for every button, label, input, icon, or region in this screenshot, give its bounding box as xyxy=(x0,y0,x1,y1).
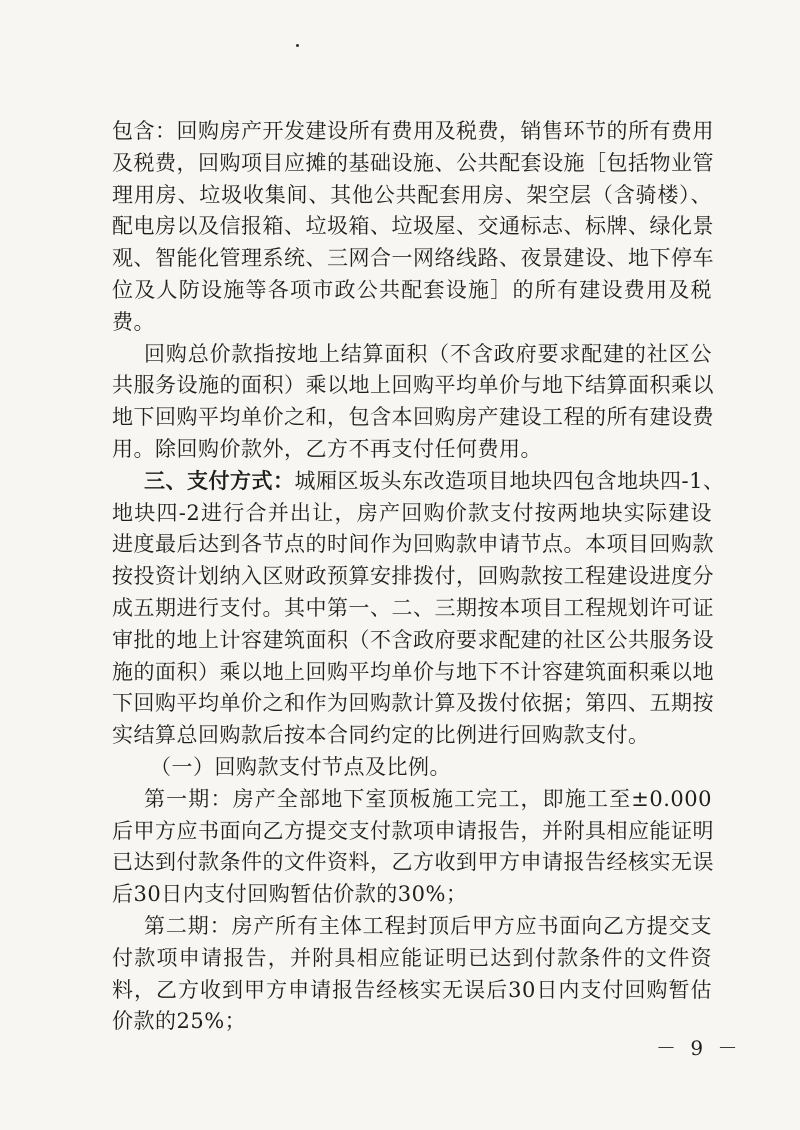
text-line: 地块四-2进行合并出让，房产回购价款支付按两地块实际建设 xyxy=(112,500,712,525)
paragraph-total-price xyxy=(112,339,712,466)
text-line: 观、智能化管理系统、三网合一网络线路、夜景建设、地下停车 xyxy=(112,246,714,271)
paragraph-cost-scope xyxy=(112,116,712,339)
text-line: 理用房、垃圾收集间、其他公共配套用房、架空层（含骑楼）、 xyxy=(112,182,712,207)
text-line: 施的面积）乘以地上回购平均单价与地下不计容建筑面积乘以地 xyxy=(112,659,714,684)
page-number: － 9 － xyxy=(656,1036,742,1060)
text-line: 第二期：房产所有主体工程封顶后甲方应书面向乙方提交支 xyxy=(144,913,712,938)
text-line: 共服务设施的面积）乘以地上回购平均单价与地下结算面积乘以 xyxy=(112,373,714,398)
text-line: 进度最后达到各节点的时间作为回购款申请节点。本项目回购款 xyxy=(112,532,714,557)
text-line: 价款的25%； xyxy=(112,1009,247,1034)
paragraph-subheading xyxy=(112,752,712,784)
text-line: 审批的地上计容建筑面积（不含政府要求配建的社区公共服务设 xyxy=(112,627,714,652)
text-line: 实结算总回购款后按本合同约定的比例进行回购款支付。 xyxy=(112,723,650,748)
paragraph-phase-one xyxy=(112,784,712,911)
text-span: 城厢区坂头东改造项目地块四包含地块四-1、 xyxy=(294,468,725,493)
scan-speck xyxy=(296,44,299,47)
subsection-heading: （一）回购款支付节点及比例。 xyxy=(150,754,451,779)
text-line: 料，乙方收到甲方申请报告经核实无误后30日内支付回购暂估 xyxy=(112,977,712,1002)
text-line: 费。 xyxy=(112,309,155,334)
section-heading: 三、支付方式： xyxy=(144,468,295,493)
document-body xyxy=(112,116,725,1038)
text-line: 付款项申请报告，并附具相应能证明已达到付款条件的文件资 xyxy=(112,945,712,970)
text-line: 已达到付款条件的文件资料，乙方收到甲方申请报告经核实无误 xyxy=(112,850,714,875)
text-line: 下回购平均单价之和作为回购款计算及拨付依据；第四、五期按 xyxy=(112,691,714,716)
text-line: 包含：回购房产开发建设所有费用及税费，销售环节的所有费用 xyxy=(112,119,714,143)
text-line: 回购总价款指按地上结算面积（不含政府要求配建的社区公 xyxy=(144,341,712,366)
text-line: 用。除回购价款外，乙方不再支付任何费用。 xyxy=(112,436,542,461)
text-line: 成五期进行支付。其中第一、二、三期按本项目工程规划许可证 xyxy=(112,595,714,620)
text-line: 后甲方应书面向乙方提交支付款项申请报告，并附具相应能证明 xyxy=(112,818,714,843)
text-line: 第一期：房产全部地下室顶板施工完工，即施工至±0.000 xyxy=(144,786,712,811)
text-line xyxy=(112,466,725,498)
text-line: 及税费，回购项目应摊的基础设施、公共配套设施［包括物业管 xyxy=(112,150,714,175)
paragraph-phase-two xyxy=(112,911,712,1038)
paragraph-payment-method xyxy=(112,466,725,752)
text-line: 位及人防设施等各项市政公共配套设施］的所有建设费用及税 xyxy=(112,277,712,302)
text-line: 后30日内支付回购暂估价款的30%； xyxy=(112,882,468,907)
text-line: 配电房以及信报箱、垃圾箱、垃圾屋、交通标志、标牌、绿化景 xyxy=(112,214,714,239)
text-line: 地下回购平均单价之和，包含本回购房产建设工程的所有建设费 xyxy=(112,405,714,430)
text-line: 按投资计划纳入区财政预算安排拨付，回购款按工程建设进度分 xyxy=(112,564,714,589)
